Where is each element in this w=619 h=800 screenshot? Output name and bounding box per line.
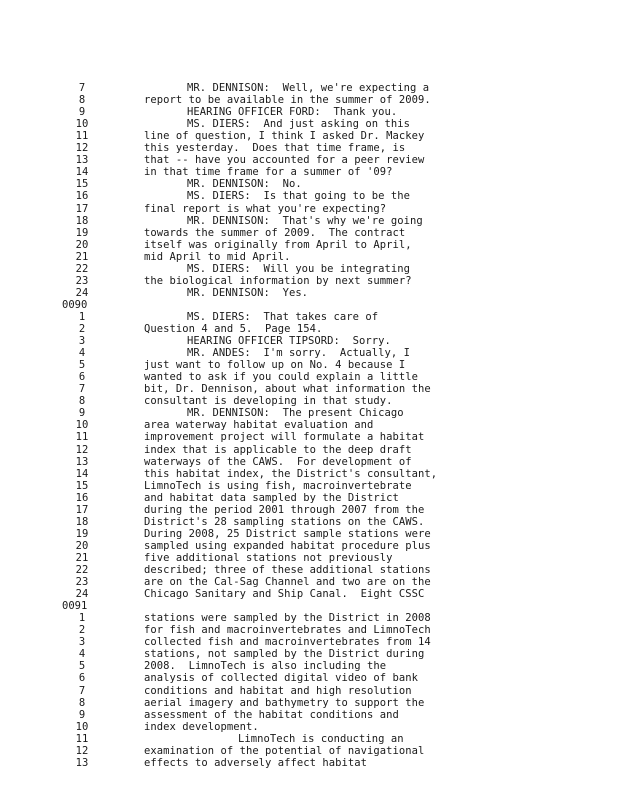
line-text: Chicago Sanitary and Ship Canal. Eight CSSC — [144, 588, 425, 601]
transcript-line — [0, 587, 619, 601]
line-text: HEARING OFFICER FORD: Thank you. — [187, 106, 398, 119]
line-text: During 2008, 25 District sample stations were — [144, 527, 431, 540]
line-number: 1 — [78, 612, 86, 625]
line-number: 18 — [75, 214, 89, 227]
line-text: bit, Dr. Dennison, about what information the — [144, 383, 431, 396]
line-number: 13 — [75, 154, 89, 167]
line-text: report to be available in the summer of 2009. — [144, 94, 431, 107]
line-number: 2 — [78, 624, 86, 637]
line-text: mid April to mid April. — [144, 250, 291, 263]
line-number: 22 — [75, 564, 89, 576]
line-number: 4 — [78, 347, 86, 360]
line-number: 13 — [75, 756, 89, 769]
line-text: described; three of these additional stations — [144, 564, 431, 576]
line-number: 20 — [75, 238, 89, 251]
line-number: 8 — [78, 696, 86, 709]
line-number: 3 — [78, 335, 86, 348]
line-text: area waterway habitat evaluation and — [144, 419, 374, 432]
line-text: stations were sampled by the District in 2008 — [144, 612, 431, 625]
line-text: MS. DIERS: Will you be integrating — [187, 262, 411, 275]
line-text: aerial imagery and bathymetry to support the — [144, 696, 425, 709]
line-text: analysis of collected digital video of bank — [144, 672, 418, 685]
page-number-marker: 0090 — [62, 298, 88, 311]
line-number: 8 — [78, 94, 86, 107]
line-number: 11 — [75, 732, 89, 745]
line-text: MR. DENNISON: Yes. — [187, 286, 309, 299]
line-text: consultant is developing in that study. — [144, 395, 393, 408]
line-number: 7 — [78, 383, 86, 396]
line-number: 7 — [78, 684, 86, 697]
line-number: 10 — [75, 118, 89, 131]
line-number: 9 — [78, 106, 86, 119]
line-number: 16 — [75, 190, 89, 203]
line-number: 17 — [75, 202, 89, 215]
line-number: 1 — [78, 310, 86, 323]
line-number: 3 — [78, 636, 86, 649]
line-number: 4 — [78, 648, 86, 661]
line-text: LimnoTech is using fish, macroinvertebrate — [144, 479, 412, 492]
line-number: 18 — [75, 515, 89, 528]
line-text: this habitat index, the District's consultant, — [144, 467, 438, 480]
line-number: 5 — [78, 359, 86, 372]
line-number: 21 — [75, 250, 89, 263]
line-number: 12 — [75, 142, 89, 155]
line-text: collected fish and macroinvertebrates from 14 — [144, 636, 431, 649]
line-text: towards the summer of 2009. The contract — [144, 226, 406, 239]
line-number: 24 — [75, 588, 89, 601]
line-number: 21 — [75, 551, 89, 564]
line-number: 2 — [78, 323, 86, 335]
line-number: 12 — [75, 443, 89, 456]
line-text: in that time frame for a summer of '09? — [144, 166, 393, 179]
line-text: index development. — [144, 720, 259, 733]
line-text: effects to adversely affect habitat — [144, 756, 368, 769]
line-text: itself was originally from April to April, — [144, 238, 412, 251]
line-text: during the period 2001 through 2007 from the — [144, 503, 425, 516]
line-number: 19 — [75, 527, 89, 540]
line-text: sampled using expanded habitat procedure plus — [144, 539, 431, 552]
line-text: assessment of the habitat conditions and — [144, 708, 399, 721]
line-number: 12 — [75, 744, 89, 757]
line-text: examination of the potential of navigational — [144, 744, 425, 757]
line-number: 11 — [75, 431, 89, 444]
line-text: index that is applicable to the deep draft — [144, 443, 412, 456]
line-text: Question 4 and 5. Page 154. — [144, 323, 323, 335]
page-number-marker: 0091 — [62, 600, 88, 613]
line-text: MS. DIERS: That takes care of — [187, 310, 379, 323]
line-text: MR. ANDES: I'm sorry. Actually, I — [187, 347, 411, 360]
line-text: five additional stations not previously — [144, 551, 393, 564]
line-number: 11 — [75, 130, 89, 143]
line-text: MR. DENNISON: That's why we're going — [187, 214, 423, 227]
line-number: 6 — [78, 371, 86, 384]
line-text: MS. DIERS: Is that going to be the — [187, 190, 411, 203]
line-text: waterways of the CAWS. For development of — [144, 455, 412, 468]
line-text: the biological information by next summer? — [144, 274, 412, 287]
line-text: and habitat data sampled by the District — [144, 491, 399, 504]
line-text: wanted to ask if you could explain a little — [144, 371, 418, 384]
line-text: improvement project will formulate a habitat — [144, 431, 425, 444]
line-text: HEARING OFFICER TIPSORD: Sorry. — [187, 335, 391, 348]
line-number: 23 — [75, 274, 89, 287]
line-text: MR. DENNISON: Well, we're expecting a — [187, 82, 430, 94]
line-number: 6 — [78, 672, 86, 685]
line-text: LimnoTech is conducting an — [238, 732, 404, 745]
line-number: 13 — [75, 455, 89, 468]
line-text: stations, not sampled by the District during — [144, 648, 425, 661]
line-number: 14 — [75, 467, 89, 480]
line-number: 23 — [75, 576, 89, 589]
line-text: MR. DENNISON: The present Chicago — [187, 407, 404, 420]
line-text: final report is what you're expecting? — [144, 202, 387, 215]
line-number: 24 — [75, 286, 89, 299]
line-text: conditions and habitat and high resolution — [144, 684, 412, 697]
line-number: 14 — [75, 166, 89, 179]
line-text: this yesterday. Does that time frame, is — [144, 142, 406, 155]
line-number: 5 — [78, 660, 86, 673]
line-number: 10 — [75, 720, 89, 733]
line-text: line of question, I think I asked Dr. Mackey — [144, 130, 425, 143]
line-number: 8 — [78, 395, 86, 408]
line-text: for fish and macroinvertebrates and LimnoTech — [144, 624, 431, 637]
line-number: 9 — [78, 708, 86, 721]
line-number: 9 — [78, 407, 86, 420]
line-number: 19 — [75, 226, 89, 239]
line-text: MS. DIERS: And just asking on this — [187, 118, 411, 131]
line-number: 20 — [75, 539, 89, 552]
line-number: 17 — [75, 503, 89, 516]
line-number: 15 — [75, 479, 89, 492]
transcript-line — [0, 756, 619, 770]
line-text: are on the Cal-Sag Channel and two are on the — [144, 576, 431, 589]
line-number: 7 — [78, 82, 86, 94]
line-number: 10 — [75, 419, 89, 432]
line-text: MR. DENNISON: No. — [187, 178, 302, 191]
line-text: 2008. LimnoTech is also including the — [144, 660, 387, 673]
transcript-line — [0, 286, 619, 300]
line-text: that -- have you accounted for a peer review — [144, 154, 425, 167]
line-number: 22 — [75, 262, 89, 275]
line-number: 15 — [75, 178, 89, 191]
line-number: 16 — [75, 491, 89, 504]
line-text: District's 28 sampling stations on the CAWS. — [144, 515, 425, 528]
line-text: just want to follow up on No. 4 because I — [144, 359, 406, 372]
